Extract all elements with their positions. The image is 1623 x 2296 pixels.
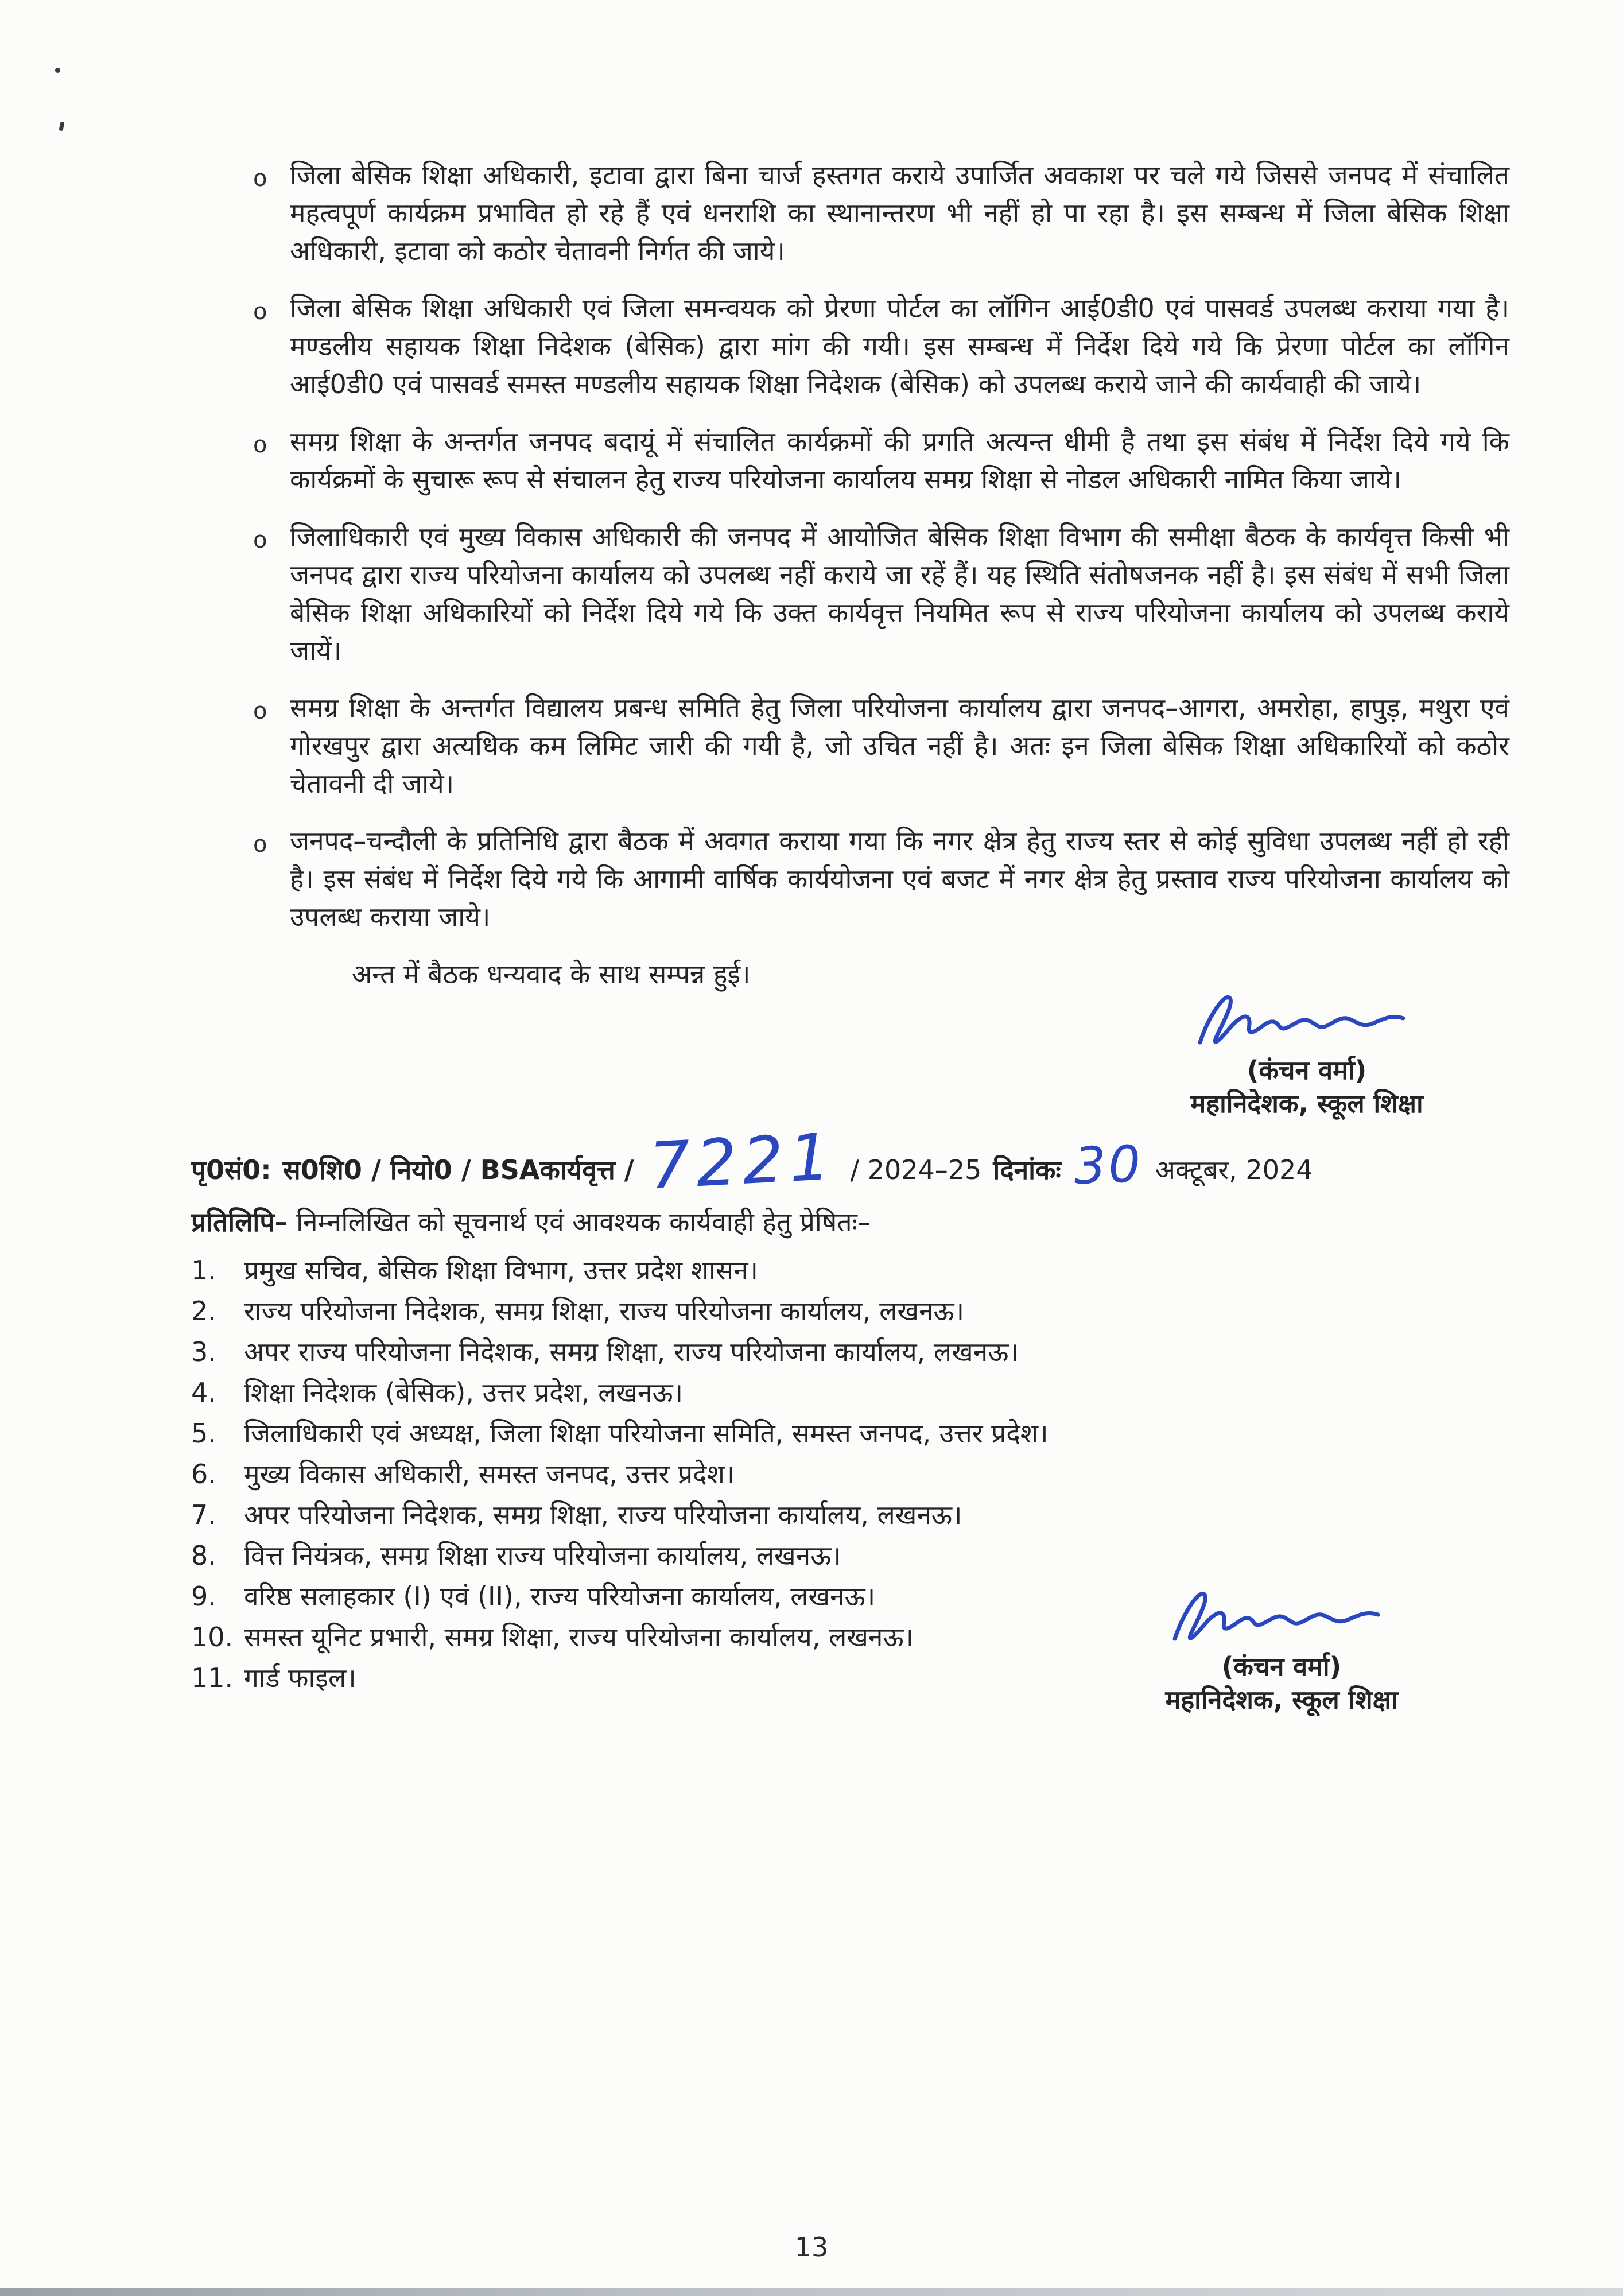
- bullet-marker: o: [253, 831, 267, 858]
- bullet-text: जनपद–चन्दौली के प्रतिनिधि द्वारा बैठक में अवगत कराया गया कि नगर क्षेत्र हेतु राज्य स्तर से कोई सुविधा उपलब्ध नहीं हो रही है। इस संबंध में निर्देश दिये गये कि आगामी वार्षिक कार्ययोजना एवं बजट में नगर क्षेत्र हेतु प्रस्ताव राज्य परियोजना कार्यालय को उपलब्ध कराया जाये।: [290, 825, 1509, 932]
- letter-body: [191, 156, 1511, 1717]
- bullet-item: [249, 422, 1509, 498]
- item-text: अपर परियोजना निदेशक, समग्र शिक्षा, राज्य परियोजना कार्यालय, लखनऊ।: [244, 1499, 962, 1530]
- item-number: 3.: [191, 1336, 216, 1367]
- stray-mark-2: [59, 121, 64, 131]
- bullet-item: [249, 518, 1509, 669]
- signatory-name: (कंचन वर्मा): [1221, 1651, 1342, 1682]
- bullet-marker: o: [253, 527, 267, 553]
- copy-list-item: [191, 1454, 1511, 1495]
- item-text: समस्त यूनिट प्रभारी, समग्र शिक्षा, राज्य परियोजना कार्यालय, लखनऊ।: [244, 1622, 914, 1653]
- item-number: 7.: [191, 1499, 216, 1530]
- item-number: 10.: [191, 1622, 234, 1653]
- item-text: मुख्य विकास अधिकारी, समस्त जनपद, उत्तर प्रदेश।: [244, 1459, 735, 1490]
- signature-block-1: [1158, 982, 1456, 1120]
- closing-line: अन्त में बैठक धन्यवाद के साथ सम्पन्न हुई।: [352, 959, 751, 990]
- signature-block-2: [1132, 1578, 1431, 1717]
- bullet-text: समग्र शिक्षा के अन्तर्गत जनपद बदायूं में संचालित कार्यक्रमों की प्रगति अत्यन्त धीमी है तथा इस संबंध में निर्देश दिये गये कि कार्यक्रमों के सुचारू रूप से संचालन हेतु राज्य परियोजना कार्यालय समग्र शिक्षा से नोडल अधिकारी नामित किया जाये।: [290, 426, 1509, 495]
- bullet-marker: o: [253, 165, 267, 192]
- copy-label: प्रतिलिपि–: [191, 1207, 288, 1238]
- item-text: जिलाधिकारी एवं अध्यक्ष, जिला शिक्षा परियोजना समिति, समस्त जनपद, उत्तर प्रदेश।: [244, 1418, 1049, 1449]
- item-number: 9.: [191, 1581, 216, 1612]
- bullet-marker: o: [253, 298, 267, 325]
- copy-list-item: [191, 1372, 1511, 1413]
- copy-list-item: [191, 1291, 1511, 1332]
- reference-year: / 2024–25: [850, 1154, 982, 1185]
- bullet-item: [249, 289, 1509, 403]
- date-rest: अक्टूबर, 2024: [1155, 1154, 1313, 1185]
- bullet-text: जिला बेसिक शिक्षा अधिकारी एवं जिला समन्वयक को प्रेरणा पोर्टल का लॉगिन आई0डी0 एवं पासवर्ड उपलब्ध कराया गया है। मण्डलीय सहायक शिक्षा निदेशक (बेसिक) द्वारा मांग की गयी। इस सम्बन्ध में निर्देश दिये गये कि प्रेरणा पोर्टल का लॉगिन आई0डी0 एवं पासवर्ड समस्त मण्डलीय सहायक शिक्षा निदेशक (बेसिक) को उपलब्ध कराये जाने की कार्यवाही की जाये।: [290, 293, 1509, 400]
- bullet-text: जिला बेसिक शिक्षा अधिकारी, इटावा द्वारा बिना चार्ज हस्तगत कराये उपार्जित अवकाश पर चले गये जिससे जनपद में संचालित महत्वपूर्ण कार्यक्रम प्रभावित हो रहे हैं एवं धनराशि का स्थानान्तरण भी नहीं हो पा रहा है। इस सम्बन्ध में जिला बेसिक शिक्षा अधिकारी, इटावा को कठोर चेतावनी निर्गत की जाये।: [290, 160, 1509, 266]
- reference-text: स0शि0 / नियो0 / BSAकार्यवृत्त /: [282, 1154, 634, 1185]
- bullet-list: [249, 156, 1509, 936]
- bullet-item: [249, 689, 1509, 802]
- item-text: शिक्षा निदेशक (बेसिक), उत्तर प्रदेश, लखनऊ।: [244, 1377, 683, 1408]
- item-text: राज्य परियोजना निदेशक, समग्र शिक्षा, राज्य परियोजना कार्यालय, लखनऊ।: [244, 1296, 965, 1327]
- reference-line: [191, 1119, 1511, 1204]
- item-number: 5.: [191, 1418, 216, 1449]
- item-text: गार्ड फाइल।: [244, 1662, 356, 1693]
- item-text: वरिष्ठ सलाहकार (I) एवं (II), राज्य परियोजना कार्यालय, लखनऊ।: [244, 1581, 876, 1612]
- item-number: 8.: [191, 1540, 216, 1571]
- item-number: 1.: [191, 1255, 216, 1286]
- item-number: 2.: [191, 1296, 216, 1327]
- bullet-marker: o: [253, 432, 267, 458]
- item-number: 6.: [191, 1459, 216, 1490]
- copy-list-item: [191, 1535, 1511, 1576]
- bullet-item: [249, 156, 1509, 270]
- signatory-title: महानिदेशक, स्कूल शिक्षा: [1190, 1088, 1423, 1119]
- copy-heading-text: निम्नलिखित को सूचनार्थ एवं आवश्यक कार्यवाही हेतु प्रेषितः–: [296, 1207, 871, 1238]
- copy-list-item: [191, 1332, 1511, 1372]
- scanner-edge-artifact: [0, 2288, 1623, 2296]
- copy-list-item: [191, 1250, 1511, 1291]
- item-number: 11.: [191, 1662, 234, 1693]
- signatory-title: महानिदेशक, स्कूल शिक्षा: [1165, 1685, 1398, 1715]
- bullet-marker: o: [253, 698, 267, 724]
- signatory-name: (कंचन वर्मा): [1247, 1055, 1367, 1085]
- date-label: दिनांकः: [993, 1154, 1061, 1185]
- bullet-item: [249, 822, 1509, 936]
- signature-ink-icon: [1155, 1578, 1408, 1654]
- item-number: 4.: [191, 1377, 216, 1408]
- item-text: अपर राज्य परियोजना निदेशक, समग्र शिक्षा, राज्य परियोजना कार्यालय, लखनऊ।: [244, 1336, 1019, 1367]
- handwritten-dispatch-number: 7221: [647, 1119, 838, 1204]
- copy-list-item: [191, 1413, 1511, 1454]
- reference-label: पृ0सं0:: [191, 1154, 271, 1185]
- handwritten-date-day: 30: [1073, 1134, 1144, 1196]
- item-text: वित्त नियंत्रक, समग्र शिक्षा राज्य परियोजना कार्यालय, लखनऊ।: [244, 1540, 841, 1571]
- signature-ink-icon: [1181, 982, 1433, 1057]
- bullet-text: जिलाधिकारी एवं मुख्य विकास अधिकारी की जनपद में आयोजित बेसिक शिक्षा विभाग की समीक्षा बैठक के कार्यवृत्त किसी भी जनपद द्वारा राज्य परियोजना कार्यालय को उपलब्ध नहीं कराये जा रहें हैं। यह स्थिति संतोषजनक नहीं है। इस संबंध में सभी जिला बेसिक शिक्षा अधिकारियों को निर्देश दिये गये कि उक्त कार्यवृत्त नियमित रूप से राज्य परियोजना कार्यालय को उपलब्ध कराये जायें।: [290, 521, 1509, 666]
- bullet-text: समग्र शिक्षा के अन्तर्गत विद्यालय प्रबन्ध समिति हेतु जिला परियोजना कार्यालय द्वारा जनपद–आगरा, अमरोहा, हापुड़, मथुरा एवं गोरखपुर द्वारा अत्यधिक कम लिमिट जारी की गयी है, जो उचित नहीं है। अतः इन जिला बेसिक शिक्षा अधिकारियों को कठोर चेतावनी दी जाये।: [290, 692, 1509, 799]
- stray-mark-1: [55, 68, 60, 73]
- page-number: 13: [794, 2232, 829, 2263]
- item-text: प्रमुख सचिव, बेसिक शिक्षा विभाग, उत्तर प्रदेश शासन।: [244, 1255, 758, 1286]
- copy-list-item: [191, 1495, 1511, 1535]
- copy-heading: [191, 1202, 1511, 1242]
